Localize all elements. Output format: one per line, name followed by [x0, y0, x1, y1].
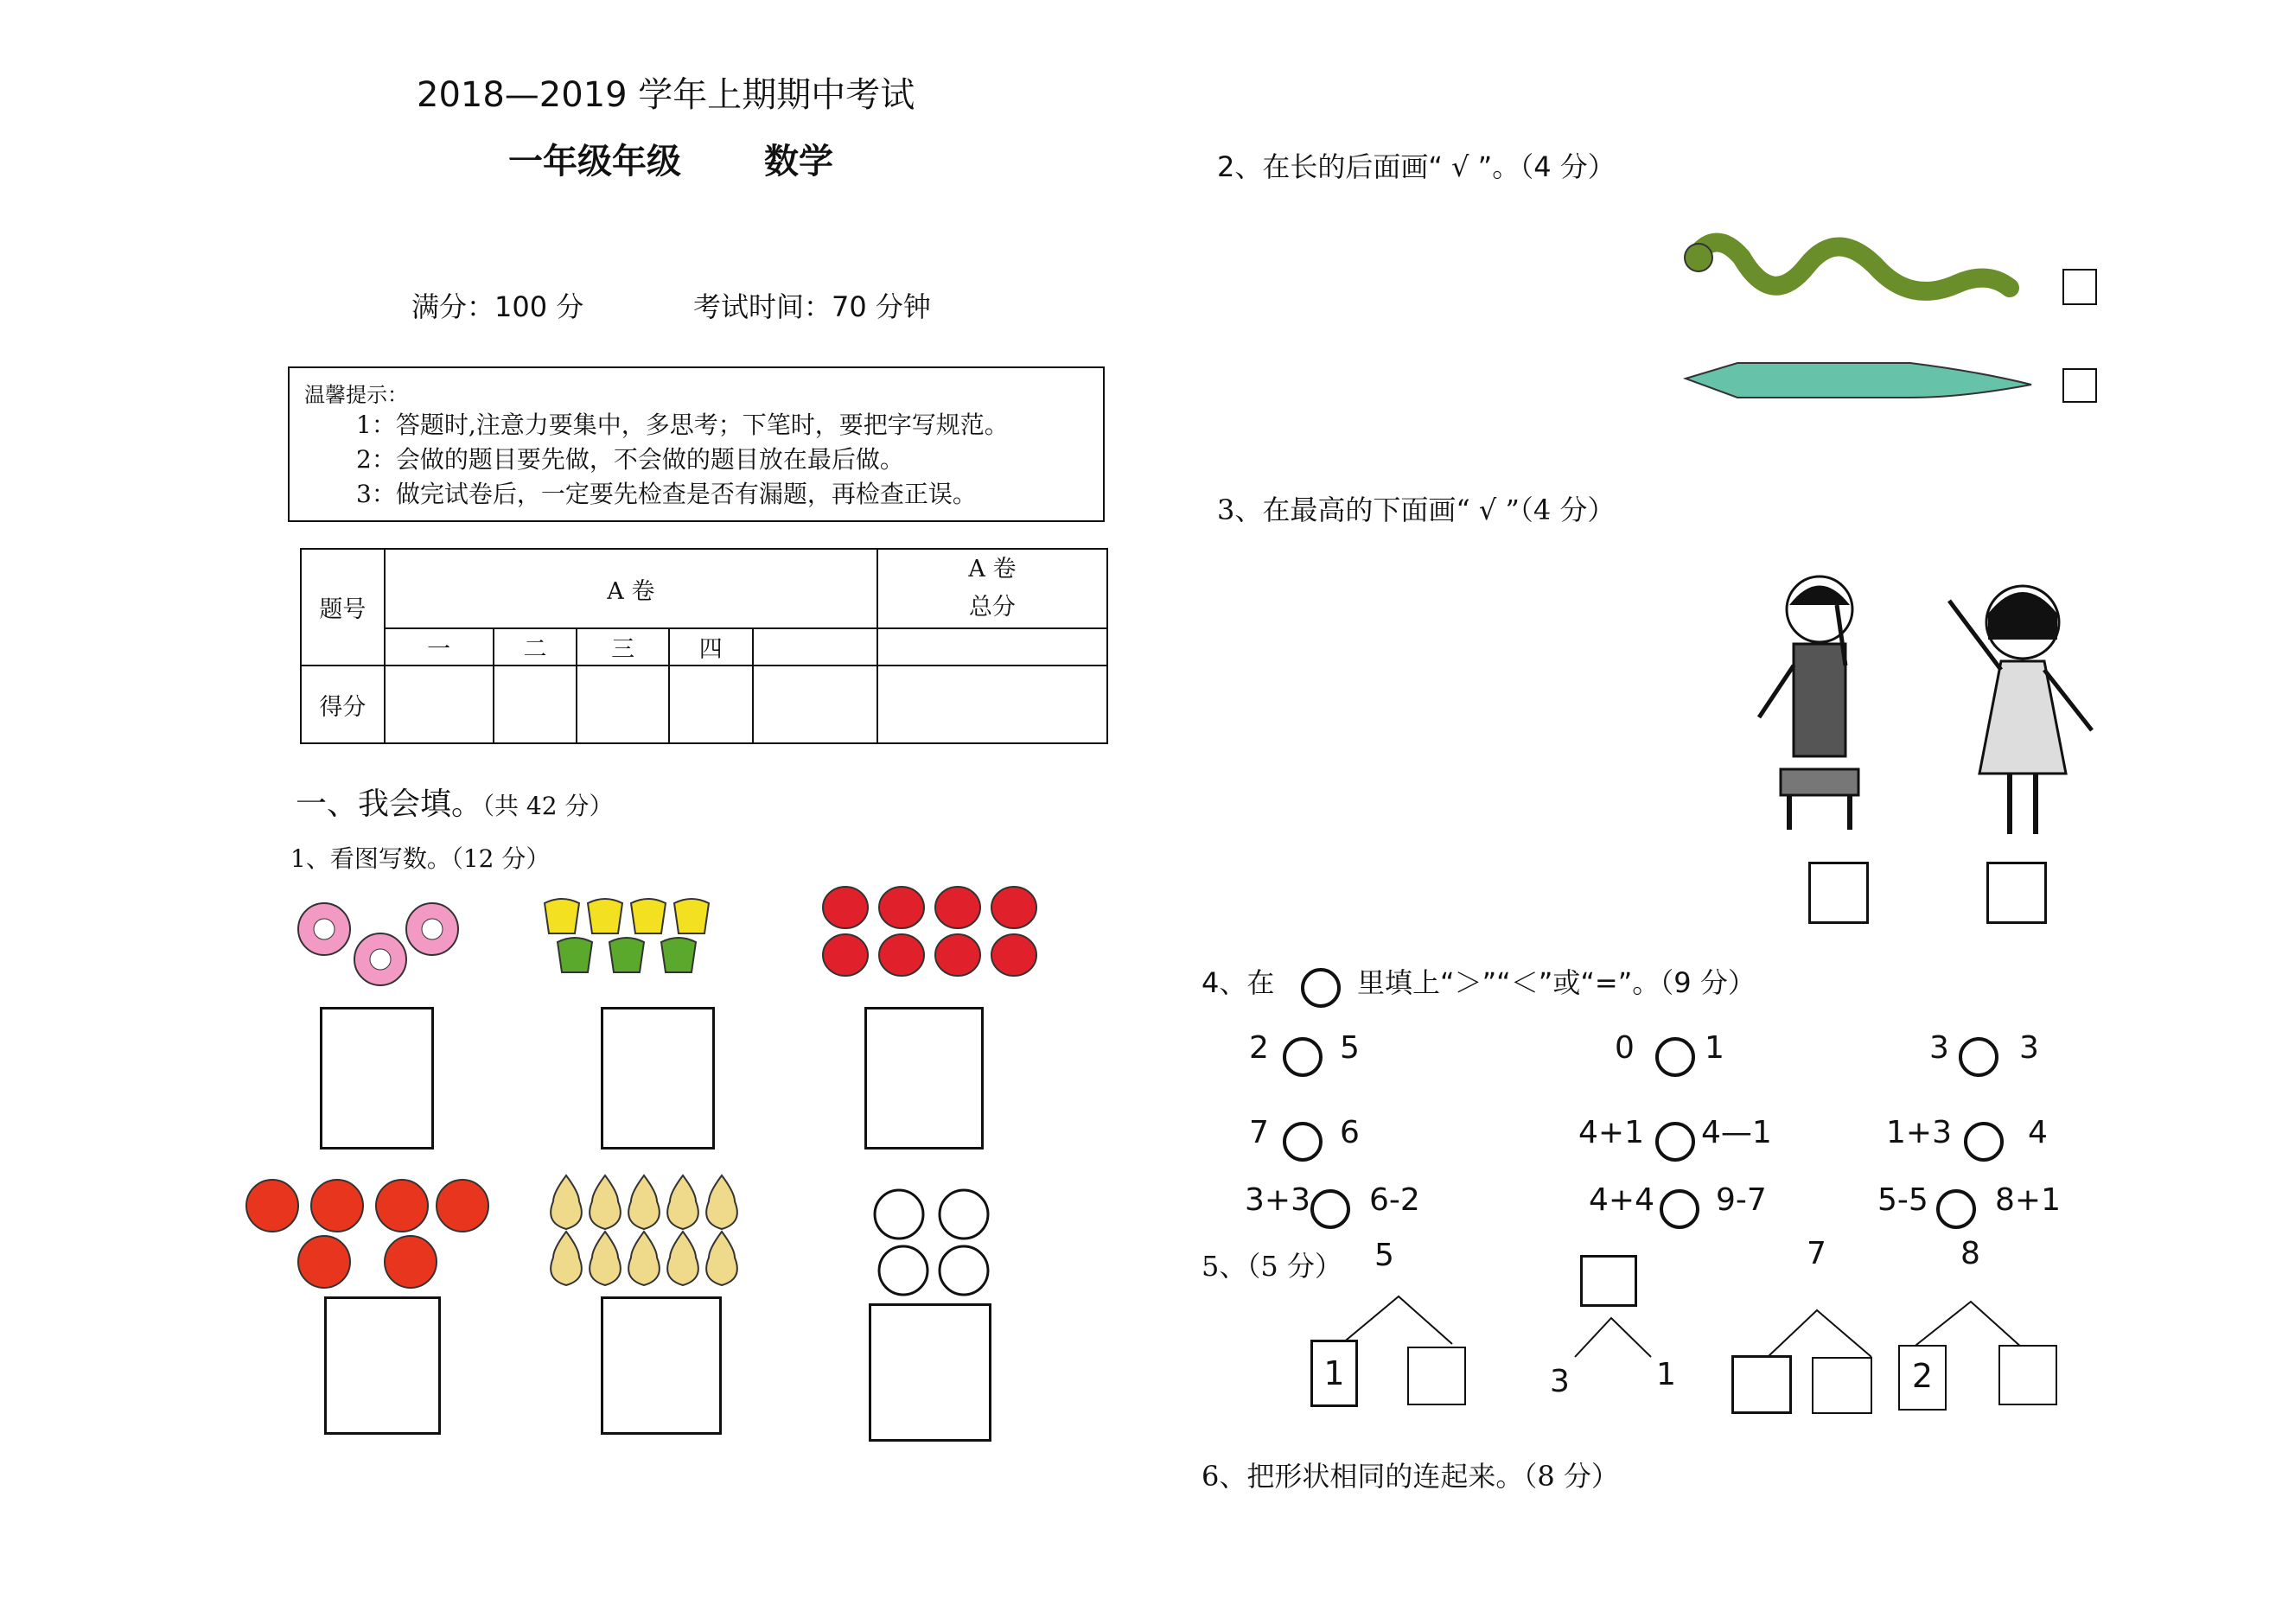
compare-left: 7	[1249, 1115, 1269, 1150]
score-cell[interactable]	[494, 666, 577, 743]
answer-box-pears[interactable]	[601, 1296, 722, 1435]
answer-box-roses[interactable]	[864, 1007, 984, 1150]
score-cell-total[interactable]	[877, 666, 1107, 743]
compare-circle[interactable]	[1959, 1037, 1998, 1077]
compare-right: 6-2	[1369, 1182, 1420, 1218]
compare-left: 4+1	[1578, 1115, 1644, 1150]
exam-title: 2018—2019 学年上期期中考试	[417, 75, 915, 115]
crocodile-image	[1681, 344, 2036, 413]
section-heading	[296, 780, 613, 824]
tree-left-box[interactable]	[1310, 1340, 1358, 1407]
compare-circle[interactable]	[1655, 1037, 1695, 1077]
compare-right: 5	[1340, 1030, 1360, 1066]
header-total	[877, 549, 1107, 628]
col-header: 一	[385, 628, 494, 666]
total-line2: 总分	[968, 594, 1016, 621]
answer-box-tulips[interactable]	[601, 1007, 715, 1150]
header-section-a: A 卷	[385, 549, 877, 628]
compare-right: 3	[2019, 1030, 2039, 1066]
check-box-girl[interactable]	[1986, 862, 2047, 924]
flower-icon	[406, 903, 458, 955]
col-header-total	[877, 628, 1107, 666]
tree-top: 5	[1374, 1238, 1394, 1273]
check-box-snake[interactable]	[2062, 269, 2097, 305]
compare-circle-example	[1301, 968, 1341, 1008]
compare-right: 9-7	[1716, 1182, 1767, 1218]
answer-box-apples[interactable]	[324, 1296, 441, 1435]
label-score: 得分	[301, 666, 385, 743]
snake-image	[1681, 223, 2027, 322]
compare-left: 0	[1615, 1030, 1635, 1066]
compare-right: 4—1	[1701, 1115, 1772, 1150]
tree-right-value: 1	[1656, 1357, 1676, 1392]
section-heading-main: 一、我会填。	[296, 787, 483, 822]
tree-right-box[interactable]	[1407, 1347, 1466, 1405]
flower-icon	[354, 933, 406, 985]
question-5: 5、（5 分）	[1202, 1250, 1342, 1283]
tips-heading: 温馨提示：	[304, 383, 408, 407]
exam-subject: 数学	[764, 142, 833, 182]
compare-circle[interactable]	[1283, 1122, 1323, 1162]
tree-left-value: 2	[1911, 1357, 1934, 1395]
compare-right: 1	[1705, 1030, 1724, 1066]
score-cell[interactable]	[669, 666, 753, 743]
col-header: 三	[577, 628, 668, 666]
tree-top: 7	[1807, 1236, 1826, 1271]
exam-time: 考试时间：70 分钟	[693, 290, 931, 323]
exam-grade: 一年级年级	[508, 142, 681, 182]
tree-left-box[interactable]	[1731, 1355, 1792, 1414]
apple-outlines-image	[864, 1180, 1003, 1301]
compare-left: 3	[1929, 1030, 1949, 1066]
roses-image	[819, 882, 1053, 981]
check-box-crocodile[interactable]	[2062, 368, 2097, 403]
tip-item: 1：答题时,注意力要集中，多思考；下笔时，要把字写规范。	[356, 411, 1009, 439]
question-2: 2、在长的后面画“ √ ”。（4 分）	[1217, 150, 1616, 183]
score-cell[interactable]	[385, 666, 494, 743]
tip-item: 3：做完试卷后，一定要先检查是否有漏题，再检查正误。	[356, 480, 977, 508]
col-header: 二	[494, 628, 577, 666]
full-marks: 满分：100 分	[411, 290, 584, 323]
score-table	[300, 548, 1108, 744]
tree-left-value: 1	[1323, 1354, 1345, 1392]
compare-circle[interactable]	[1283, 1037, 1323, 1077]
compare-left: 3+3	[1245, 1182, 1310, 1218]
compare-left: 4+4	[1589, 1182, 1654, 1218]
question-1: 1、看图写数。（12 分）	[290, 844, 551, 873]
compare-circle[interactable]	[1964, 1122, 2004, 1162]
tree-top: 8	[1960, 1236, 1980, 1271]
compare-right: 4	[2028, 1115, 2048, 1150]
compare-circle[interactable]	[1655, 1122, 1695, 1162]
compare-left: 2	[1249, 1030, 1269, 1066]
tree-right-box[interactable]	[1998, 1345, 2057, 1405]
score-cell[interactable]	[577, 666, 668, 743]
flower-icon	[298, 903, 350, 955]
col-header	[753, 628, 877, 666]
tree-left-box[interactable]	[1898, 1345, 1947, 1411]
label-question-no: 题号	[301, 549, 385, 666]
score-cell[interactable]	[753, 666, 877, 743]
check-box-boy[interactable]	[1808, 862, 1869, 924]
flowers-image	[285, 890, 475, 994]
compare-right: 8+1	[1995, 1182, 2061, 1218]
pears-image	[545, 1171, 756, 1292]
apples-image	[242, 1175, 493, 1292]
tree-top-box[interactable]	[1580, 1255, 1637, 1307]
compare-right: 6	[1340, 1115, 1360, 1150]
section-heading-points: （共 42 分）	[482, 792, 614, 820]
tree-right-box[interactable]	[1812, 1357, 1872, 1414]
question-6: 6、把形状相同的连起来。（8 分）	[1202, 1460, 1619, 1493]
compare-circle[interactable]	[1660, 1189, 1699, 1229]
tip-item: 2：会做的题目要先做，不会做的题目放在最后做。	[356, 445, 904, 474]
col-header: 四	[669, 628, 753, 666]
tulips-image	[536, 895, 726, 990]
total-line1: A 卷	[968, 556, 1017, 583]
question-3: 3、在最高的下面画“ √ ”（4 分）	[1217, 494, 1616, 526]
tree-left-value: 3	[1550, 1364, 1570, 1399]
compare-circle[interactable]	[1310, 1189, 1350, 1229]
boy-on-stool-image	[1737, 570, 1902, 838]
compare-circle[interactable]	[1936, 1189, 1976, 1229]
answer-box-apple-outlines[interactable]	[869, 1303, 991, 1442]
compare-left: 1+3	[1886, 1115, 1952, 1150]
question-4-text: 里填上“＞”“＜”或“=”。（9 分）	[1357, 966, 1756, 999]
answer-box-flowers[interactable]	[320, 1007, 434, 1150]
girl-image	[1941, 575, 2105, 851]
compare-left: 5-5	[1877, 1182, 1928, 1218]
question-4-prefix: 4、在	[1202, 966, 1275, 999]
